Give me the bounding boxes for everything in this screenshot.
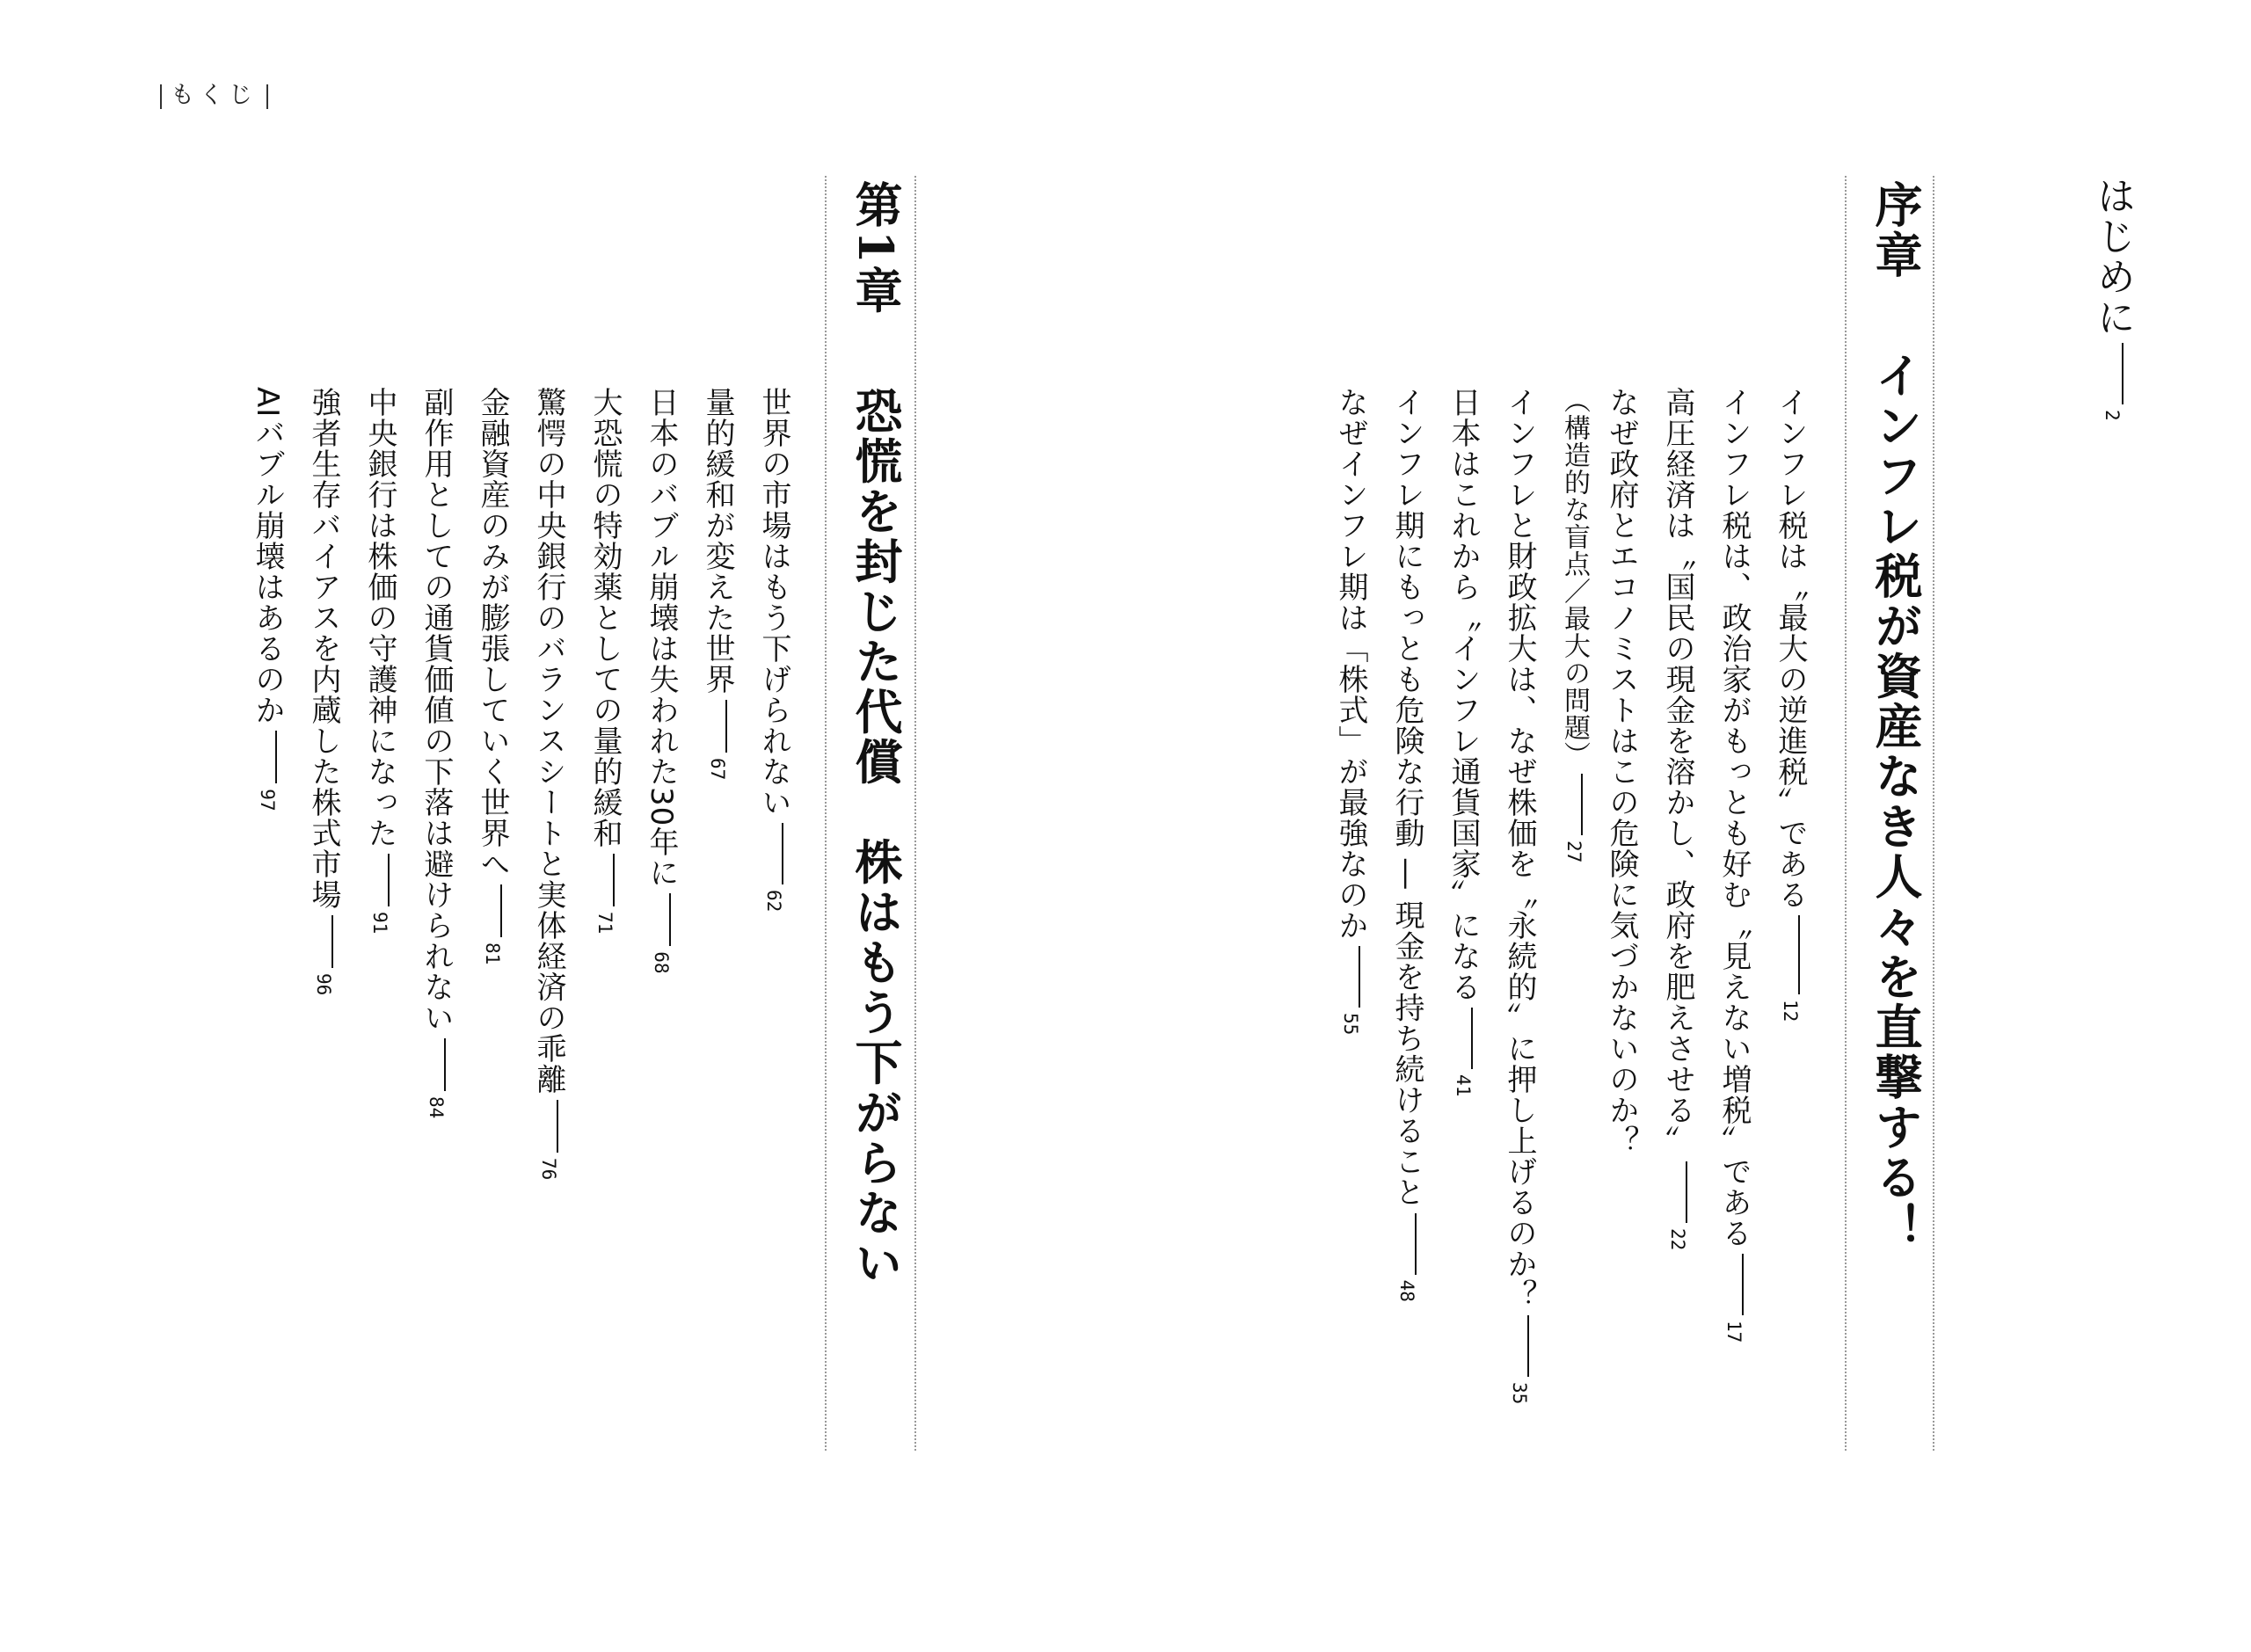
front-matter-page: 2 (2102, 410, 2123, 421)
toc-entry[interactable] (1442, 387, 1485, 1096)
toc-entry-page: 71 (594, 912, 616, 935)
toc-entry-text: AIバブル崩壊はあるのか (250, 387, 285, 726)
toc-entry-text: 量的緩和が変えた世界 (700, 387, 735, 695)
toc-entry-page: 48 (1396, 1279, 1417, 1302)
chapter-title: インフレ税が資産なき人々を直撃する！ (1868, 351, 1924, 1253)
toc-entry-page: 91 (369, 912, 390, 935)
toc-entry-page: 68 (651, 951, 672, 974)
toc-entry-page: 41 (1453, 1074, 1474, 1097)
toc-entry-text: （構造的な盲点／最大の問題） (1559, 387, 1590, 768)
leader-line (1359, 946, 1360, 1008)
chapter-rule-left (1845, 176, 1847, 1451)
chapter-number: 序章 (1868, 180, 1924, 280)
front-matter-entry[interactable] (2084, 176, 2140, 421)
leader-line (1686, 1161, 1687, 1223)
chapter-rule-left (825, 176, 827, 1451)
toc-entry[interactable] (584, 387, 627, 934)
toc-entry-text: 中央銀行は株価の守護神になった (362, 387, 397, 848)
leader-line (613, 854, 615, 906)
leader-line (1527, 1315, 1529, 1377)
toc-entry-page: 81 (482, 942, 503, 965)
toc-entry[interactable] (528, 387, 571, 1180)
toc-entry-text: インフレ税は〝最大の逆進税〟である (1773, 387, 1808, 910)
toc-entry[interactable] (1713, 387, 1756, 1343)
header-bar-right (266, 84, 268, 109)
leader-line (782, 823, 783, 884)
toc-entry[interactable] (415, 387, 458, 1118)
chapter-heading-1[interactable] (842, 180, 910, 1289)
toc-entry-page: 97 (257, 789, 278, 811)
toc-entry[interactable] (1769, 387, 1812, 1022)
toc-entry[interactable] (1329, 387, 1373, 1035)
leader-line (1415, 1213, 1417, 1275)
toc-entry-page: 12 (1780, 1000, 1801, 1022)
leader-line (557, 1100, 558, 1153)
leader-line (1742, 1254, 1744, 1315)
toc-entry[interactable] (696, 387, 739, 780)
front-matter-title: はじめに (2090, 176, 2135, 338)
toc-entry-page: 22 (1667, 1228, 1688, 1251)
chapter-number: 第1章 (848, 180, 904, 317)
toc-entry-text: インフレと財政拡大は、なぜ株価を〝永続的〟に押し上げるのか？ (1502, 387, 1537, 1310)
leader-line (1798, 915, 1800, 994)
toc-entry-text: 強者生存バイアスを内蔵した株式市場 (306, 387, 341, 910)
chapter-title: 恐慌を封じた代償 株はもう下がらない (848, 386, 904, 1289)
toc-entry[interactable] (302, 387, 346, 995)
leader-line (444, 1038, 446, 1091)
toc-entry-text: インフレ税は、政治家がもっとも好む〝見えない増税〟である (1716, 387, 1752, 1248)
running-header (151, 76, 277, 110)
leader-line (1581, 774, 1583, 835)
chapter-rule-right (914, 176, 916, 1451)
toc-entry-text: 世界の市場はもう下げられない (756, 387, 791, 818)
toc-entry-page: 76 (538, 1158, 559, 1181)
toc-entry[interactable] (1600, 387, 1643, 1156)
header-bar-left (160, 84, 162, 109)
leader-line (388, 854, 390, 906)
toc-entry-text: 副作用としての通貨価値の下落は避けられない (419, 387, 454, 1033)
leader-line (275, 731, 277, 783)
toc-entry-page: 84 (426, 1096, 447, 1119)
toc-entry-text: インフレ期にもっとも危険な行動 ― 現金を持ち続けること (1389, 387, 1424, 1208)
leader-line (725, 700, 727, 753)
toc-entry[interactable] (1386, 387, 1429, 1302)
toc-entry-text: 高圧経済は〝国民の現金を溶かし、政府を肥えさせる〟 (1660, 387, 1695, 1156)
toc-entry-text: 金融資産のみが膨張していく世界へ (475, 387, 510, 879)
leader-line (1471, 1008, 1473, 1069)
leader-line (331, 915, 333, 968)
toc-entry[interactable] (246, 387, 289, 811)
toc-entry-page: 96 (313, 973, 334, 996)
toc-entry[interactable] (1555, 387, 1593, 862)
toc-entry-text: 日本はこれから〝インフレ通貨国家〟になる (1446, 387, 1481, 1002)
toc-entry[interactable] (640, 387, 683, 974)
toc-entry-text: なぜ政府とエコノミストはこの危険に気づかないのか？ (1604, 387, 1639, 1156)
toc-entry-page: 27 (1563, 841, 1584, 863)
toc-entry-text: 大恐慌の特効薬としての量的緩和 (587, 387, 623, 848)
leader-line (500, 884, 502, 937)
toc-entry-page: 55 (1340, 1013, 1361, 1036)
toc-entry[interactable] (471, 387, 514, 964)
toc-entry[interactable] (753, 387, 796, 912)
toc-entry[interactable] (1657, 387, 1700, 1250)
chapter-rule-right (1933, 176, 1934, 1451)
toc-entry-page: 35 (1509, 1382, 1530, 1405)
header-label: もくじ (171, 82, 258, 109)
toc-entry-text: なぜインフレ期は「株式」が最強なのか (1333, 387, 1368, 941)
leader-line (2122, 343, 2124, 404)
toc-entry-page: 17 (1723, 1321, 1745, 1343)
toc-entry[interactable] (1498, 387, 1541, 1404)
toc-entry-text: 日本のバブル崩壊は失われた30年に (644, 387, 679, 889)
toc-entry-page: 62 (763, 890, 784, 913)
toc-entry-page: 67 (707, 758, 728, 781)
leader-line (669, 893, 671, 946)
toc-entry-text: 驚愕の中央銀行のバランスシートと実体経済の乖離 (531, 387, 566, 1095)
toc-entry[interactable] (359, 387, 402, 934)
chapter-heading-intro[interactable] (1862, 180, 1930, 1253)
